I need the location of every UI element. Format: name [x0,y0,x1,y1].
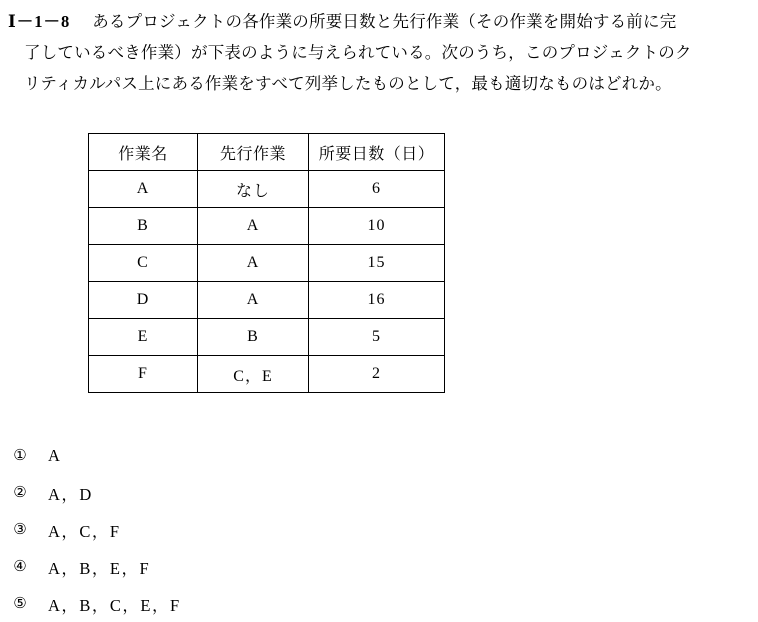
cell-predecessor: B [198,319,309,356]
choice-option-1[interactable] [10,437,181,474]
choice-text-4: A，B，E，F [48,558,151,578]
table-row [89,319,445,356]
cell-predecessor: A [198,282,309,319]
table-header-predecessor: 先行作業 [198,134,309,171]
choice-text-2: A，D [48,484,93,504]
cell-duration: 2 [309,356,445,393]
question-stem-text-1: あるプロジェクトの各作業の所要日数と先行作業（その作業を開始する前に完 [92,12,677,31]
table-row [89,208,445,245]
cell-duration: 5 [309,319,445,356]
choice-text-1: A [48,445,62,465]
question-stem-line-2: 了しているべき作業）が下表のように与えられている。次のうち，このプロジェクトのク [24,43,692,62]
task-table-wrapper [88,133,445,393]
choice-marker-2: ② [13,482,27,501]
choice-text-5: A，B，C，E，F [48,595,181,615]
cell-task-name: C [89,245,198,282]
choice-text-3: A，C，F [48,521,121,541]
cell-predecessor: なし [198,171,309,208]
cell-duration: 16 [309,282,445,319]
cell-duration: 10 [309,208,445,245]
cell-predecessor: A [198,208,309,245]
question-stem-line-3: リティカルパス上にある作業をすべて列挙したものとして，最も適切なものはどれか。 [24,74,672,93]
table-header-row [89,134,445,171]
table-header-task-name: 作業名 [89,134,198,171]
cell-task-name: A [89,171,198,208]
table-row [89,245,445,282]
table-row [89,171,445,208]
cell-predecessor: A [198,245,309,282]
table-row [89,282,445,319]
cell-duration: 6 [309,171,445,208]
choice-option-4[interactable] [10,548,181,585]
cell-task-name: D [89,282,198,319]
choice-option-3[interactable] [10,511,181,548]
table-header-duration: 所要日数（日） [309,134,445,171]
question-number: Ⅰ－1－8 [8,12,71,31]
cell-task-name: F [89,356,198,393]
cell-task-name: E [89,319,198,356]
table-row [89,356,445,393]
cell-task-name: B [89,208,198,245]
choice-option-2[interactable] [10,474,181,511]
choice-marker-3: ③ [13,519,27,538]
cell-duration: 15 [309,245,445,282]
choice-marker-5: ⑤ [13,593,27,612]
question-stem-line-1 [8,6,750,37]
choice-option-5[interactable] [10,585,181,622]
choice-marker-1: ① [13,445,27,464]
answer-choices [10,437,181,622]
task-table [88,133,445,393]
choice-marker-4: ④ [13,556,27,575]
question-stem [8,6,750,99]
cell-predecessor: C，E [198,356,309,393]
